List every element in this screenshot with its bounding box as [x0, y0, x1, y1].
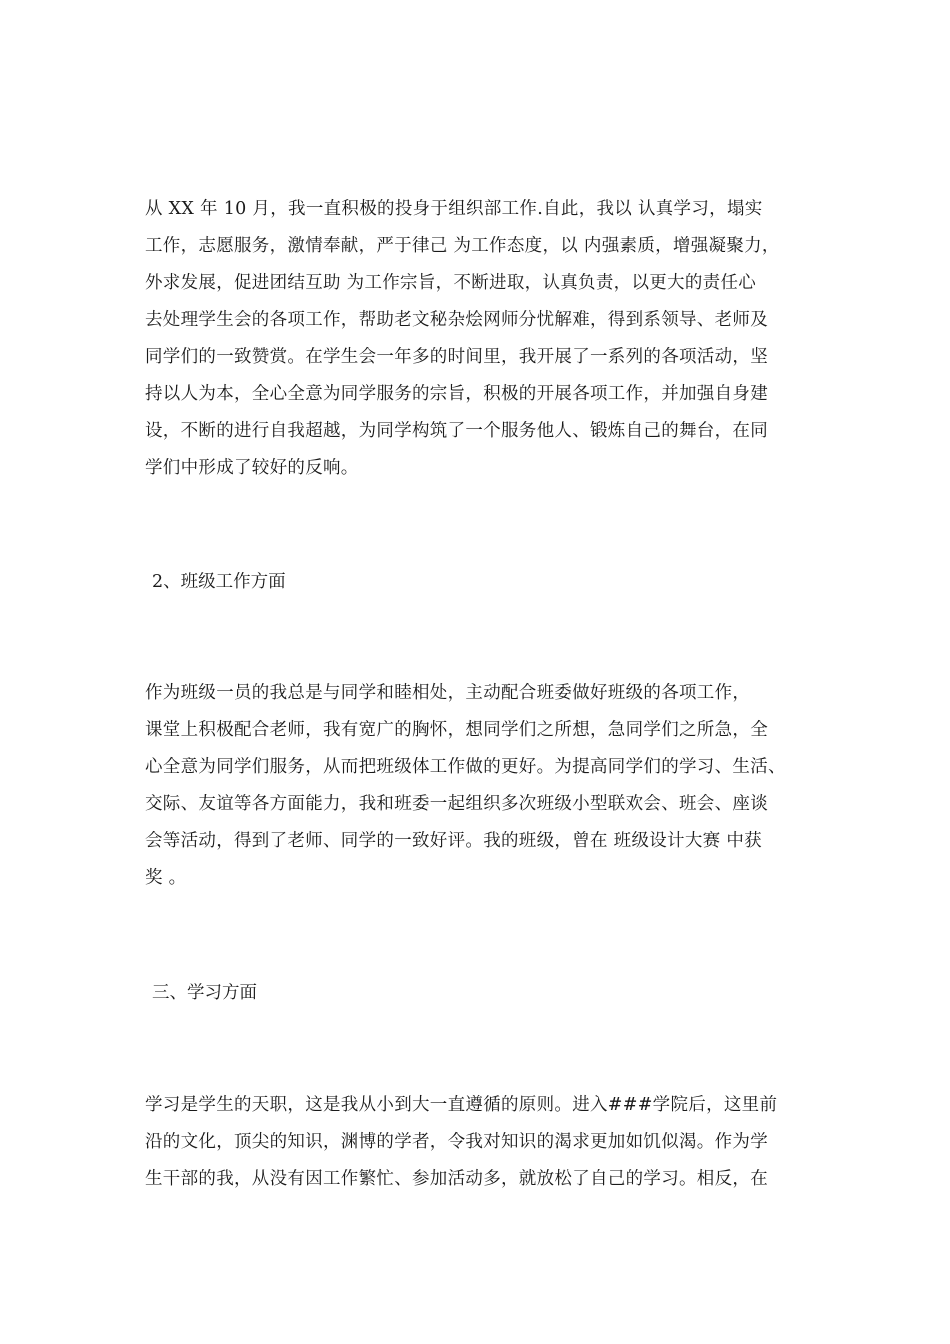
- text-line: 奖 。: [145, 868, 187, 888]
- text-line: 作为班级一员的我总是与同学和睦相处，主动配合班委做好班级的各项工作，: [145, 683, 751, 703]
- text-line: 外求发展，促进团结互助 为工作宗旨，不断进取，认真负责，以更大的责任心: [145, 273, 757, 293]
- text-line: 课堂上积极配合老师，我有宽广的胸怀，想同学们之所想，急同学们之所急，全: [145, 720, 768, 740]
- text-line: 学习是学生的天职，这是我从小到大一直遵循的原则。进入###学院后，这里前: [145, 1095, 778, 1115]
- section-heading-study: 三、学习方面: [152, 983, 257, 1003]
- text-line: 会等活动，得到了老师、同学的一致好评。我的班级，曾在 班级设计大赛 中获: [145, 831, 762, 851]
- text-line: 同学们的一致赞赏。在学生会一年多的时间里，我开展了一系列的各项活动，坚: [145, 347, 768, 367]
- text-line: 交际、友谊等各方面能力，我和班委一起组织多次班级小型联欢会、班会、座谈: [145, 794, 768, 814]
- text-line: 去处理学生会的各项工作，帮助老文秘杂烩网师分忧解难，得到系领导、老师及: [145, 310, 768, 330]
- text-line: 沿的文化，顶尖的知识，渊博的学者，令我对知识的渴求更加如饥似渴。作为学: [145, 1132, 768, 1152]
- section-heading-class-work: 2、班级工作方面: [152, 572, 286, 592]
- text-line: 生干部的我，从没有因工作繁忙、参加活动多，就放松了自己的学习。相反，在: [145, 1169, 768, 1189]
- text-line: 学们中形成了较好的反响。: [145, 458, 359, 478]
- text-line: 心全意为同学们服务，从而把班级体工作做的更好。为提高同学们的学习、生活、: [145, 757, 786, 777]
- text-line: 工作，志愿服务，激情奉献，严于律己 为工作态度，以 内强素质，增强凝聚力，: [145, 236, 780, 256]
- text-line: 设，不断的进行自我超越，为同学构筑了一个服务他人、锻炼自己的舞台，在同: [145, 421, 768, 441]
- text-line: 持以人为本，全心全意为同学服务的宗旨，积极的开展各项工作，并加强自身建: [145, 384, 768, 404]
- text-line: 从 XX 年 10 月，我一直积极的投身于组织部工作.自此，我以 认真学习，塌实: [145, 199, 763, 219]
